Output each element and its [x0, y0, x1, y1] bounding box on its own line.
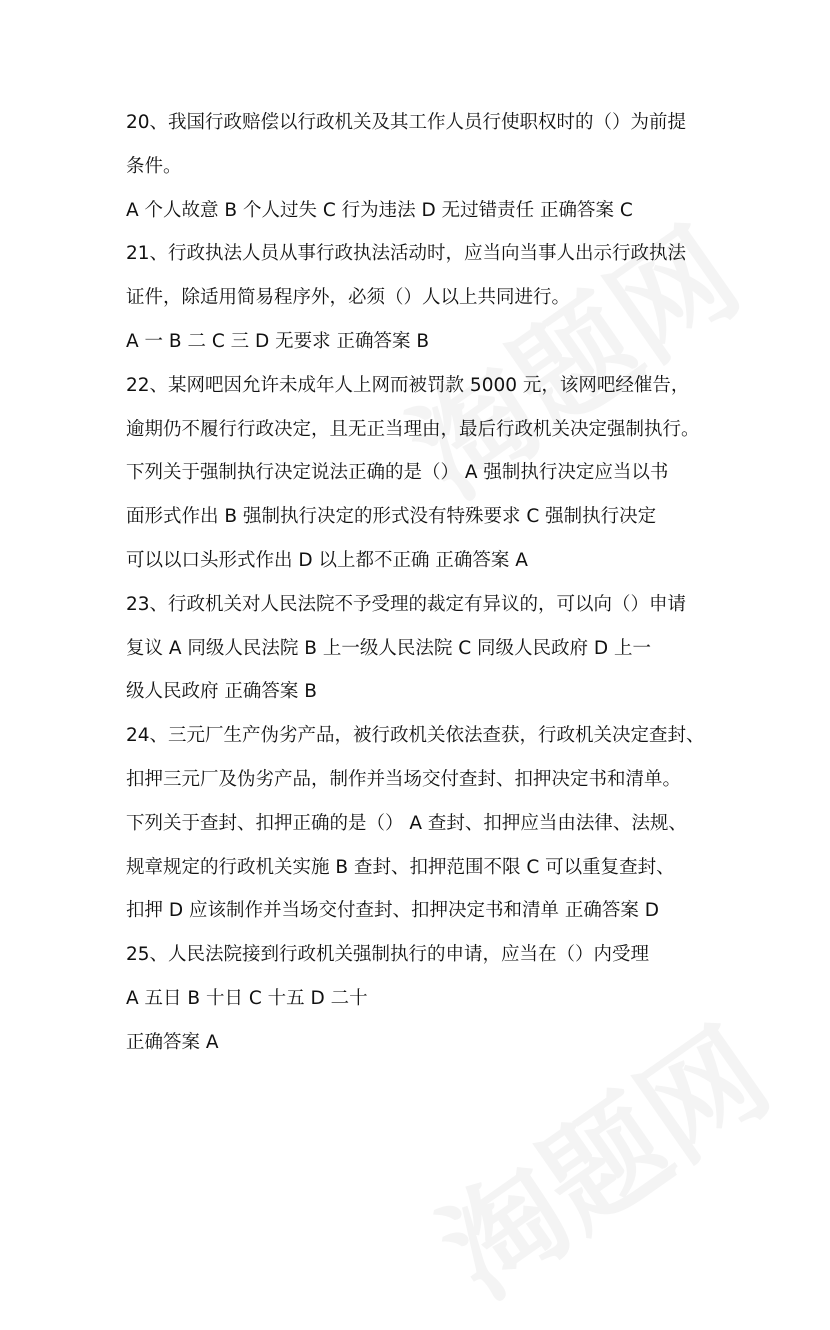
question-22-line-3: 下列关于强制执行决定说法正确的是（） A 强制执行决定应当以书	[126, 462, 669, 484]
question-24-line-4: 规章规定的行政机关实施 B 查封、扣押范围不限 C 可以重复查封、	[126, 856, 675, 878]
question-23-line-3: 级人民政府 正确答案 B	[126, 681, 317, 703]
question-23-line-1: 23、行政机关对人民法院不予受理的裁定有异议的，可以向（）申请	[126, 593, 687, 615]
question-20-options: A 个人故意 B 个人过失 C 行为违法 D 无过错责任 正确答案 C	[126, 199, 633, 221]
question-25-line-1: 25、人民法院接到行政机关强制执行的申请，应当在（）内受理	[126, 944, 650, 966]
question-25-answer: 正确答案 A	[126, 1031, 219, 1053]
question-24-line-3: 下列关于查封、扣押正确的是（） A 查封、扣押应当由法律、法规、	[126, 812, 687, 834]
question-24-line-2: 扣押三元厂及伪劣产品，制作并当场交付查封、扣押决定书和清单。	[126, 768, 682, 790]
question-25-options: A 五日 B 十日 C 十五 D 二十	[126, 987, 368, 1009]
question-21-line-2: 证件，除适用简易程序外，必须（）人以上共同进行。	[126, 287, 571, 309]
question-24-line-5: 扣押 D 应该制作并当场交付查封、扣押决定书和清单 正确答案 D	[126, 900, 660, 922]
question-20-line-1: 20、我国行政赔偿以行政机关及其工作人员行使职权时的（）为前提	[126, 112, 687, 133]
question-21-options: A 一 B 二 C 三 D 无要求 正确答案 B	[126, 330, 430, 352]
question-24-line-1: 24、三元厂生产伪劣产品，被行政机关依法查获，行政机关决定查封、	[126, 725, 705, 747]
question-23-line-2: 复议 A 同级人民法院 B 上一级人民法院 C 同级人民政府 D 上一	[126, 637, 652, 659]
question-22-line-4: 面形式作出 B 强制执行决定的形式没有特殊要求 C 强制执行决定	[126, 506, 657, 528]
question-22-line-1: 22、某网吧因允许未成年人上网而被罚款 5000 元，该网吧经催告，	[126, 374, 690, 396]
question-text-block	[126, 101, 716, 1065]
question-22-line-2: 逾期仍不履行行政决定，且无正当理由，最后行政机关决定强制执行。	[126, 418, 700, 440]
question-22-line-5: 可以以口头形式作出 D 以上都不正确 正确答案 A	[126, 549, 528, 571]
question-20-line-2: 条件。	[126, 155, 182, 177]
question-21-line-1: 21、行政执法人员从事行政执法活动时，应当向当事人出示行政执法	[126, 243, 687, 265]
